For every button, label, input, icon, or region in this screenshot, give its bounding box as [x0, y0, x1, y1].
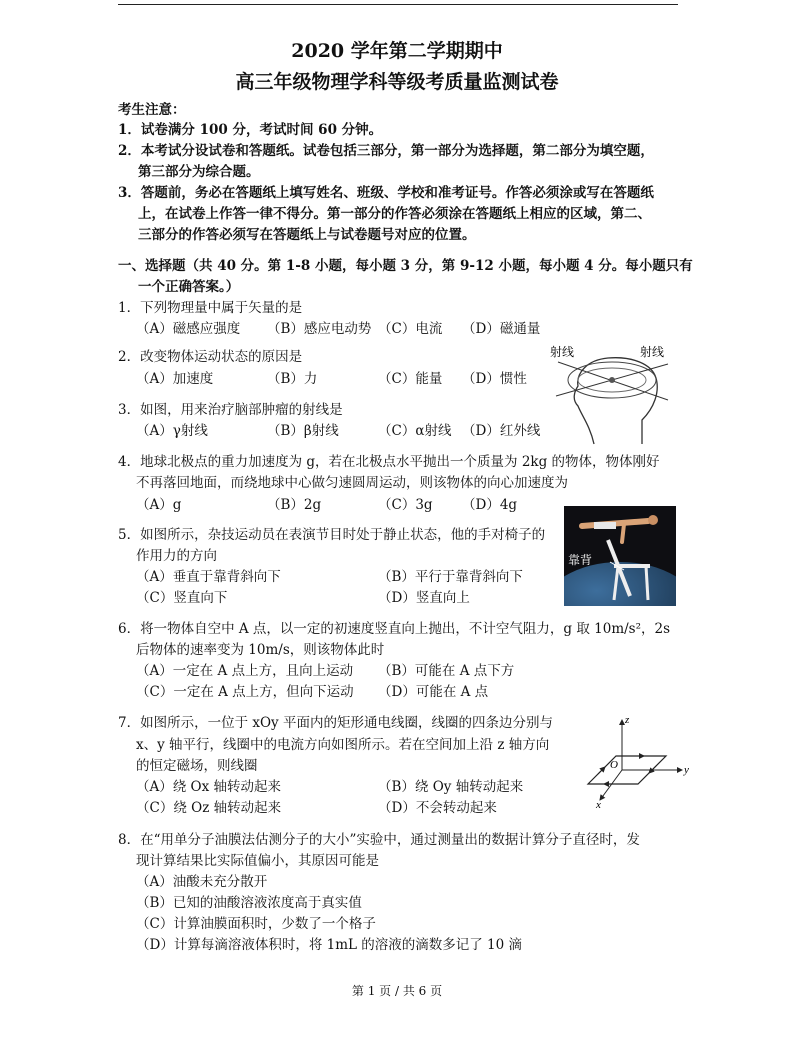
- notice-item-3-cont1: 上，在试卷上作答一律不得分。第一部分的作答必须涂在答题纸上相应的区域，第二、: [138, 206, 651, 222]
- section-heading-cont: 一个正确答案。）: [138, 279, 240, 295]
- q8-option-a: （A）油酸未充分散开: [136, 874, 268, 890]
- tumor-mark: [609, 377, 615, 383]
- q8-stem-cont: 现计算结果比实际值偏小，其原因可能是: [136, 853, 379, 869]
- y-label: y: [684, 764, 689, 776]
- q8-option-b: （B）已知的油酸溶液浓度高于真实值: [136, 895, 362, 911]
- q4-option-d: （D）4g: [462, 497, 518, 513]
- q4-stem: 4．地球北极点的重力加速度为 g，若在北极点水平抛出一个质量为 2kg 的物体，物体刚好: [118, 454, 660, 470]
- z-label: z: [625, 714, 630, 726]
- acrobat-arm: [622, 524, 624, 542]
- q2-option-a: （A）加速度: [136, 371, 214, 387]
- q7-option-a: （A）绕 Ox 轴转动起来: [136, 779, 282, 795]
- notice-item-1: 1．试卷满分 100 分，考试时间 60 分钟。: [118, 122, 383, 138]
- q2-option-d: （D）惯性: [462, 371, 527, 387]
- current-arrow-left: [598, 767, 605, 774]
- q7-option-c: （C）绕 Oz 轴转动起来: [136, 800, 282, 816]
- q6-option-c: （C）一定在 A 点上方，但向下运动: [136, 684, 354, 700]
- chair-back-label: 靠背: [568, 553, 593, 567]
- q3-option-b: （B）β射线: [267, 423, 339, 439]
- notice-item-3-cont2: 三部分的作答必须写在答题纸上与试卷题号对应的位置。: [138, 227, 476, 243]
- head-radiation-figure: [528, 340, 676, 452]
- q4-option-b: （B）2g: [267, 497, 322, 513]
- q3-option-a: （A）γ射线: [136, 423, 208, 439]
- q7-stem: 7．如图所示，一位于 xOy 平面内的矩形通电线圈，线圈的四条边分别与: [118, 715, 553, 731]
- q3-option-c: （C）α射线: [378, 423, 452, 439]
- q1-option-b: （B）感应电动势: [267, 321, 372, 337]
- acrobat-head: [648, 515, 658, 525]
- q5-option-a: （A）垂直于靠背斜向下: [136, 569, 281, 585]
- q8-stem: 8．在“用单分子油膜法估测分子的大小”实验中，通过测量出的数据计算分子直径时，发: [118, 832, 640, 848]
- q3-option-d: （D）红外线: [462, 423, 541, 439]
- q6-stem: 6．将一物体自空中 A 点，以一定的初速度竖直向上抛出，不计空气阻力，g 取 10m/s²，2s: [118, 621, 671, 637]
- page-footer: 第 1 页 / 共 6 页: [351, 984, 443, 998]
- acrobat-shorts: [594, 522, 616, 529]
- q6-option-b: （B）可能在 A 点下方: [378, 663, 515, 679]
- q5-option-d: （D）竖直向上: [378, 590, 470, 606]
- x-axis: [600, 770, 622, 800]
- q8-option-d: （D）计算每滴溶液体积时，将 1mL 的溶液的滴数多记了 10 滴: [136, 937, 523, 953]
- q7-stem-cont2: 的恒定磁场，则线圈: [136, 758, 258, 774]
- q2-option-c: （C）能量: [378, 371, 443, 387]
- origin-label: O: [610, 759, 618, 771]
- ray-label-left: 射线: [550, 345, 575, 359]
- q4-stem-cont: 不再落回地面，而绕地球中心做匀速圆周运动，则该物体的向心加速度为: [136, 475, 568, 491]
- q1-option-c: （C）电流: [378, 321, 443, 337]
- notice-item-2: 2．本考试分设试卷和答题纸。试卷包括三部分，第一部分为选择题，第二部分为填空题，: [118, 143, 654, 159]
- section-heading: 一、选择题（共 40 分。第 1-8 小题，每小题 3 分，第 9-12 小题，每小题 4 分。每小题只有: [118, 258, 693, 274]
- chair-leg-back: [646, 566, 648, 600]
- q2-option-b: （B）力: [267, 371, 318, 387]
- q4-option-c: （C）3g: [378, 497, 433, 513]
- q1-option-a: （A）磁感应强度: [136, 321, 241, 337]
- q6-stem-cont: 后物体的速率变为 10m/s，则该物体此时: [136, 642, 385, 658]
- notice-item-3: 3．答题前，务必在答题纸上填写姓名、班级、学校和准考证号。作答必须涂或写在答题纸: [118, 185, 654, 201]
- q7-stem-cont1: x、y 轴平行，线圈中的电流方向如图所示。若在空间加上沿 z 轴方向: [136, 737, 550, 753]
- q5-option-c: （C）竖直向下: [136, 590, 228, 606]
- q6-option-d: （D）可能在 A 点: [378, 684, 489, 700]
- notice-item-2-cont: 第三部分为综合题。: [138, 164, 260, 180]
- q7-option-d: （D）不会转动起来: [378, 800, 497, 816]
- exam-title-line1: 2020 学年第二学期期中: [291, 40, 503, 62]
- ray-label-right: 射线: [640, 345, 665, 359]
- q7-option-b: （B）绕 Oy 轴转动起来: [378, 779, 524, 795]
- q1-option-d: （D）磁通量: [462, 321, 541, 337]
- coil-axes-figure: [570, 710, 694, 810]
- q5-stem: 5．如图所示，杂技运动员在表演节目时处于静止状态，他的手对椅子的: [118, 527, 546, 543]
- x-label: x: [596, 799, 601, 810]
- exam-title-line2: 高三年级物理学科等级考质量监测试卷: [235, 71, 559, 93]
- q5-option-b: （B）平行于靠背斜向下: [378, 569, 523, 585]
- q2-stem: 2．改变物体运动状态的原因是: [118, 349, 303, 365]
- q6-option-a: （A）一定在 A 点上方，且向上运动: [136, 663, 354, 679]
- top-rule: [118, 4, 678, 5]
- acrobat-photo: [564, 506, 676, 606]
- q4-option-a: （A）g: [136, 497, 182, 513]
- q3-stem: 3．如图，用来治疗脑部肿瘤的射线是: [118, 402, 343, 418]
- notice-heading: 考生注意：: [118, 102, 186, 118]
- q8-option-c: （C）计算油膜面积时，少数了一个格子: [136, 916, 376, 932]
- q1-stem: 1．下列物理量中属于矢量的是: [118, 300, 303, 316]
- q5-stem-cont: 作用力的方向: [136, 548, 217, 564]
